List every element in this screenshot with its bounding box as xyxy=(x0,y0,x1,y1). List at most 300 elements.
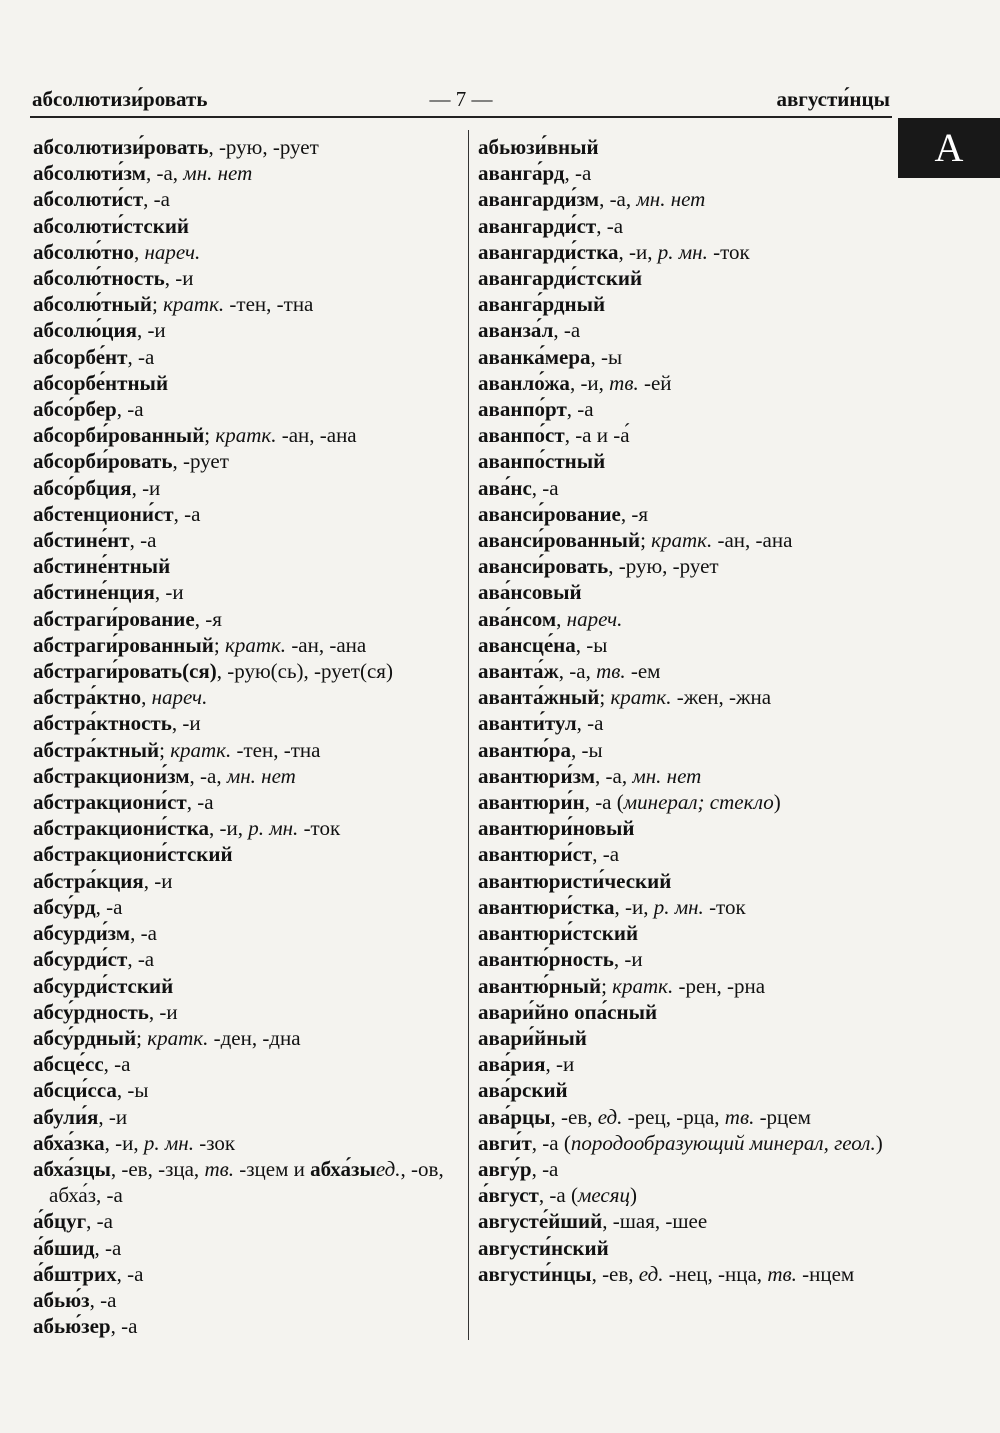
entry-note: р. мн. xyxy=(143,1130,194,1155)
entry-grammar: , -а xyxy=(129,528,157,553)
headword: авангарди́ст xyxy=(478,213,597,238)
dictionary-entry xyxy=(33,868,463,894)
entry-grammar: , -а, xyxy=(189,763,227,788)
entry-grammar: ) xyxy=(875,1130,883,1155)
headword: аванси́рованный xyxy=(478,528,641,553)
dictionary-entry xyxy=(33,265,463,291)
headword: абстраги́рованный xyxy=(33,632,214,657)
dictionary-entry xyxy=(478,396,893,422)
entry-grammar: , -а xyxy=(89,1287,117,1312)
headword: абстине́нция xyxy=(33,580,155,605)
entry-note: кратк. xyxy=(170,737,232,762)
headword: авантюри́зм xyxy=(478,763,596,788)
entry-grammar: , -а xyxy=(127,344,155,369)
headword: авантю́ра xyxy=(478,737,571,762)
dictionary-entry xyxy=(478,160,893,186)
dictionary-entry xyxy=(478,841,893,867)
entry-grammar: , -а xyxy=(186,790,214,815)
dictionary-entry xyxy=(478,1051,893,1077)
running-header xyxy=(30,84,892,114)
dictionary-entry xyxy=(478,317,893,343)
dictionary-entry xyxy=(33,475,463,501)
dictionary-entry xyxy=(478,737,893,763)
headword: абстраги́ровать(ся) xyxy=(33,659,217,684)
dictionary-entry xyxy=(33,239,463,265)
entry-grammar: , -а xyxy=(564,161,592,186)
entry-note: ед. xyxy=(375,1156,401,1181)
entry-grammar: , -ы xyxy=(116,1078,149,1103)
entry-grammar: -зцем и xyxy=(233,1156,311,1181)
entry-grammar: -ей xyxy=(638,370,672,395)
entry-grammar: , -а xyxy=(95,894,123,919)
dictionary-entry xyxy=(33,553,463,579)
headword: аванта́ж xyxy=(478,659,559,684)
dictionary-entry xyxy=(33,344,463,370)
headword: ава́нсом xyxy=(478,606,557,631)
dictionary-entry xyxy=(478,239,893,265)
entry-grammar: ; xyxy=(213,632,225,657)
entry-grammar: , -и xyxy=(148,999,178,1024)
entry-note: нареч. xyxy=(566,606,623,631)
entry-note: тв. xyxy=(204,1156,234,1181)
headword: абью́зер xyxy=(33,1314,111,1339)
dictionary-entry xyxy=(33,1261,463,1287)
dictionary-entry xyxy=(33,894,463,920)
headword: аванга́рдный xyxy=(478,292,606,317)
entry-grammar: , -и xyxy=(545,1052,575,1077)
entry-grammar: , -и xyxy=(171,711,201,736)
entry-grammar: -нцем xyxy=(796,1261,855,1286)
entry-grammar: , -а xyxy=(94,1235,122,1260)
headword: абсурди́зм xyxy=(33,921,131,946)
dictionary-entry xyxy=(478,710,893,736)
entry-note: кратк. xyxy=(225,632,287,657)
dictionary-entry xyxy=(33,291,463,317)
dictionary-entry xyxy=(33,1287,463,1313)
entry-grammar: , -рует xyxy=(172,449,229,474)
entry-grammar: , -а xyxy=(596,213,624,238)
entry-grammar: ; xyxy=(599,685,611,710)
entry-grammar: , -шая, -шее xyxy=(602,1209,708,1234)
entry-note: кратк. xyxy=(163,292,225,317)
dictionary-entry xyxy=(33,1313,463,1339)
entry-grammar: , -а xyxy=(116,1261,144,1286)
dictionary-entry xyxy=(478,632,893,658)
headword: аванза́л xyxy=(478,318,554,343)
dictionary-entry xyxy=(478,527,893,553)
entry-note: тв. xyxy=(724,1104,755,1129)
dictionary-entry xyxy=(478,265,893,291)
dictionary-entry xyxy=(33,763,463,789)
entry-grammar: , -а xyxy=(127,947,155,972)
entry-grammar: -нец, -нца, xyxy=(663,1261,768,1286)
headword: абсорбе́нт xyxy=(33,344,128,369)
dictionary-entry xyxy=(33,920,463,946)
dictionary-entry xyxy=(33,317,463,343)
dictionary-entry xyxy=(478,1130,893,1156)
headword: авангарди́стка xyxy=(478,239,619,264)
entry-grammar: , -а, xyxy=(595,763,633,788)
entry-grammar: , -и, xyxy=(614,894,654,919)
headword: абсу́рдный xyxy=(33,1025,137,1050)
entry-grammar: , -и xyxy=(136,318,166,343)
entry-grammar: , -а xyxy=(86,1209,113,1234)
headword: абстра́ктный xyxy=(33,737,160,762)
dictionary-entry xyxy=(33,658,463,684)
entry-note: р. мн. xyxy=(653,894,704,919)
entry-grammar: , -рую, -рует xyxy=(208,135,319,159)
dictionary-entry xyxy=(33,1051,463,1077)
entry-grammar: , -и xyxy=(613,947,643,972)
entry-grammar: , -а xyxy=(576,711,604,736)
dictionary-entry xyxy=(478,213,893,239)
dictionary-entry xyxy=(33,448,463,474)
headword: абстра́ктно xyxy=(33,685,142,710)
entry-grammar: , -а xyxy=(531,475,559,500)
header-rule xyxy=(30,116,892,118)
headword: авантюри́ст xyxy=(478,842,593,867)
right-column xyxy=(478,134,893,1287)
entry-grammar: , -ев, xyxy=(591,1261,639,1286)
entry-note: кратк. xyxy=(147,1025,209,1050)
headword: абсу́рд xyxy=(33,894,96,919)
entry-grammar: ) xyxy=(629,1183,637,1208)
entry-grammar: , -и xyxy=(164,266,194,291)
entry-grammar: -зок xyxy=(193,1130,236,1155)
dictionary-entry xyxy=(478,579,893,605)
entry-grammar: ; xyxy=(204,423,216,448)
entry-grammar: , -а xyxy=(553,318,581,343)
entry-grammar: ; xyxy=(159,737,171,762)
headword: абсорбе́нтный xyxy=(33,370,169,395)
entry-grammar: , -а, xyxy=(145,161,184,186)
entry-note: кратк. xyxy=(612,973,674,998)
headword: ава́рцы xyxy=(478,1104,551,1129)
headword: авантюри́н xyxy=(478,790,585,815)
entry-grammar: , -а xyxy=(130,921,157,946)
entry-grammar: , -рую, -рует xyxy=(608,554,719,579)
dictionary-entry xyxy=(478,1235,893,1261)
headword: абстине́нтный xyxy=(33,554,171,579)
dictionary-entry xyxy=(33,973,463,999)
entry-grammar: , -а ( xyxy=(531,1130,571,1155)
entry-note: тв. xyxy=(596,659,626,684)
entry-note: нареч. xyxy=(144,239,201,264)
entry-grammar: , -ев, xyxy=(550,1104,598,1129)
headword: авантю́рность xyxy=(478,947,614,972)
letter-thumb-tab: А xyxy=(898,118,1000,178)
entry-grammar: , -а, xyxy=(558,659,597,684)
headword: абха́зы xyxy=(310,1156,376,1181)
dictionary-entry xyxy=(33,1025,463,1051)
headword: августи́нский xyxy=(478,1235,609,1260)
headword: ава́нс xyxy=(478,475,532,500)
entry-grammar: , xyxy=(556,606,567,631)
dictionary-entry xyxy=(478,658,893,684)
headword: абсо́рбция xyxy=(33,475,132,500)
entry-grammar: , -ы xyxy=(590,344,623,369)
entry-grammar: , -а ( xyxy=(584,790,624,815)
dictionary-entry xyxy=(33,789,463,815)
entry-grammar: , -а, xyxy=(599,187,637,212)
entry-grammar: , xyxy=(141,685,152,710)
entry-grammar: , -и xyxy=(98,1104,128,1129)
dictionary-entry xyxy=(478,1104,893,1130)
headword: авантюри́новый xyxy=(478,816,635,841)
headword: аванга́рд xyxy=(478,161,565,186)
headword: абсолю́ция xyxy=(33,318,137,343)
headword: аванка́мера xyxy=(478,344,591,369)
headword: авантюри́стка xyxy=(478,894,615,919)
entry-grammar: -ток xyxy=(707,239,750,264)
headword: аванти́тул xyxy=(478,711,577,736)
dictionary-entry xyxy=(33,370,463,396)
entry-grammar: -ан, -ана xyxy=(276,423,357,448)
entry-grammar: -рец, -рца, xyxy=(622,1104,725,1129)
headword: аванпо́рт xyxy=(478,397,567,422)
headword: ава́нсовый xyxy=(478,580,582,605)
entry-note: р. мн. xyxy=(248,816,299,841)
headword: а́вгуст xyxy=(478,1183,539,1208)
entry-grammar: -ем xyxy=(625,659,661,684)
headword: абсолюти́ст xyxy=(33,187,144,212)
headword: августе́йший xyxy=(478,1209,603,1234)
headword: авари́йный xyxy=(478,1025,587,1050)
entry-note: мн. нет xyxy=(636,187,706,212)
dictionary-entry xyxy=(33,632,463,658)
dictionary-entry xyxy=(478,186,893,212)
entry-grammar: , -рую(сь), -рует(ся) xyxy=(216,659,393,684)
entry-grammar: , -ы xyxy=(570,737,603,762)
headword: абха́зцы xyxy=(33,1156,111,1181)
dictionary-entry xyxy=(33,999,463,1025)
entry-grammar: -жен, -жна xyxy=(671,685,772,710)
dictionary-entry xyxy=(33,710,463,736)
entry-grammar: , -я xyxy=(620,501,649,526)
headword: абсолю́тный xyxy=(33,292,153,317)
headword: авги́т xyxy=(478,1130,532,1155)
entry-grammar: абха́з, -а xyxy=(49,1183,123,1208)
entry-grammar: , -ов, xyxy=(400,1156,444,1181)
headword: абстракциони́ст xyxy=(33,790,187,815)
entry-note: мн. нет xyxy=(183,161,253,186)
headword: авари́йно опа́сный xyxy=(478,999,658,1024)
headword: абсолюти́зм xyxy=(33,161,146,186)
entry-note: кратк. xyxy=(651,528,713,553)
headword: авантюристи́ческий xyxy=(478,868,672,893)
dictionary-entry xyxy=(478,134,893,160)
dictionary-entry xyxy=(33,1208,463,1234)
headword: аванпо́ст xyxy=(478,423,565,448)
headword: абсу́рдность xyxy=(33,999,149,1024)
page-number: — 7 — xyxy=(429,87,493,111)
dictionary-entry xyxy=(478,606,893,632)
headword: абсолю́тность xyxy=(33,266,165,291)
left-column xyxy=(33,134,463,1339)
dictionary-entry xyxy=(478,1208,893,1234)
dictionary-entry xyxy=(478,553,893,579)
headword: а́бцуг xyxy=(33,1209,87,1234)
dictionary-entry xyxy=(33,815,463,841)
entry-grammar: ; xyxy=(601,973,613,998)
headword: абсо́рбер xyxy=(33,397,117,422)
entry-grammar: , -а xyxy=(566,397,594,422)
entry-grammar: -ан, -ана xyxy=(712,528,793,553)
headword: абстра́кция xyxy=(33,868,144,893)
dictionary-entry xyxy=(478,422,893,448)
dictionary-entry xyxy=(478,1077,893,1103)
dictionary-entry xyxy=(33,396,463,422)
headword: авантюри́стский xyxy=(478,921,639,946)
dictionary-entry xyxy=(33,606,463,632)
dictionary-entry xyxy=(33,1130,463,1156)
entry-grammar: -ан, -ана xyxy=(286,632,367,657)
dictionary-entry xyxy=(33,422,463,448)
dictionary-entry xyxy=(33,946,463,972)
headword: абстракциони́зм xyxy=(33,763,190,788)
entry-grammar: , -а и -а́ xyxy=(564,423,630,448)
headword: абстра́ктность xyxy=(33,711,172,736)
dictionary-entry xyxy=(478,448,893,474)
entry-grammar: -ток xyxy=(703,894,746,919)
entry-grammar: , -и, xyxy=(618,239,658,264)
dictionary-entry xyxy=(33,579,463,605)
headword: авангарди́стский xyxy=(478,266,643,291)
entry-grammar: , -а xyxy=(143,187,170,212)
dictionary-entry xyxy=(478,920,893,946)
entry-grammar: ; xyxy=(152,292,164,317)
dictionary-entry xyxy=(478,1156,893,1182)
entry-note: породообразующий минерал, геол. xyxy=(570,1130,876,1155)
entry-grammar: , -а xyxy=(173,501,201,526)
dictionary-entry xyxy=(478,291,893,317)
entry-note: месяц xyxy=(577,1183,630,1208)
entry-note: тв. xyxy=(609,370,639,395)
dictionary-entry xyxy=(33,213,463,239)
headword: абсорби́ровать xyxy=(33,449,173,474)
dictionary-entry xyxy=(478,973,893,999)
headword: абстенциони́ст xyxy=(33,501,174,526)
entry-note: минерал; стекло xyxy=(623,790,774,815)
dictionary-entry xyxy=(33,1104,463,1130)
dictionary-entry xyxy=(478,684,893,710)
dictionary-entry xyxy=(478,344,893,370)
headword: абсолюти́стский xyxy=(33,213,190,238)
headword: аванло́жа xyxy=(478,370,570,395)
dictionary-entry xyxy=(478,370,893,396)
entry-grammar: , -и xyxy=(154,580,184,605)
dictionary-entry xyxy=(33,134,463,160)
headword: абьюзи́вный xyxy=(478,135,599,159)
headword: ава́рский xyxy=(478,1078,568,1103)
entry-grammar: -тен, -тна xyxy=(224,292,314,317)
headword: абсурди́стский xyxy=(33,973,174,998)
dictionary-entry xyxy=(478,1025,893,1051)
dictionary-entry xyxy=(478,789,893,815)
entry-grammar: , -и, xyxy=(104,1130,144,1155)
headword: авангарди́зм xyxy=(478,187,600,212)
headword: авантю́рный xyxy=(478,973,602,998)
headword: абстракциони́стский xyxy=(33,842,233,867)
headword: абью́з xyxy=(33,1287,90,1312)
dictionary-entry xyxy=(478,1182,893,1208)
headword: абстракциони́стка xyxy=(33,816,209,841)
dictionary-entry xyxy=(478,501,893,527)
dictionary-entry xyxy=(33,1235,463,1261)
entry-grammar: -рцем xyxy=(754,1104,811,1129)
headword: аванта́жный xyxy=(478,685,600,710)
entry-note: нареч. xyxy=(151,685,208,710)
dictionary-entry xyxy=(478,475,893,501)
entry-grammar: ; xyxy=(640,528,652,553)
headword: абстраги́рование xyxy=(33,606,195,631)
entry-grammar: , -а xyxy=(116,397,144,422)
dictionary-entry xyxy=(33,160,463,186)
dictionary-entry xyxy=(478,763,893,789)
entry-grammar: -тен, -тна xyxy=(231,737,321,762)
entry-grammar: -ден, -дна xyxy=(208,1025,301,1050)
headword: абстине́нт xyxy=(33,528,130,553)
entry-grammar: , -и, xyxy=(569,370,610,395)
entry-grammar: , -ы xyxy=(575,632,608,657)
entry-grammar: , -а xyxy=(592,842,620,867)
dictionary-entry xyxy=(478,894,893,920)
entry-grammar: , -я xyxy=(194,606,222,631)
headword: аванси́ровать xyxy=(478,554,609,579)
dictionary-entry xyxy=(478,946,893,972)
dictionary-entry xyxy=(33,1156,463,1208)
headword: авгу́р xyxy=(478,1156,532,1181)
dictionary-entry xyxy=(478,1261,893,1287)
dictionary-entry xyxy=(478,999,893,1025)
dictionary-entry xyxy=(33,737,463,763)
headword: абсолютизи́ровать xyxy=(33,135,209,159)
entry-note: кратк. xyxy=(610,685,672,710)
entry-note: тв. xyxy=(767,1261,797,1286)
headword: а́бштрих xyxy=(33,1261,117,1286)
headword: абсорби́рованный xyxy=(33,423,205,448)
entry-note: мн. нет xyxy=(226,763,296,788)
header-first-word: абсолютизи́ровать xyxy=(32,87,208,111)
entry-grammar: , -ев, -зца, xyxy=(110,1156,205,1181)
headword: ава́рия xyxy=(478,1052,546,1077)
headword: а́бшид xyxy=(33,1235,95,1260)
dictionary-entry xyxy=(33,684,463,710)
dictionary-entry xyxy=(33,501,463,527)
headword: абсолю́тно xyxy=(33,239,135,264)
entry-grammar: , -и, xyxy=(209,816,249,841)
headword: аванси́рование xyxy=(478,501,621,526)
entry-grammar: , -а ( xyxy=(538,1183,578,1208)
headword: абсурди́ст xyxy=(33,947,128,972)
headword: абули́я xyxy=(33,1104,99,1129)
header-last-word: августи́нцы xyxy=(776,87,890,111)
entry-note: р. мн. xyxy=(657,239,708,264)
headword: абсце́сс xyxy=(33,1052,104,1077)
dictionary-entry xyxy=(33,1077,463,1103)
headword: аванпо́стный xyxy=(478,449,606,474)
entry-grammar: , -и xyxy=(131,475,161,500)
entry-grammar: , -и xyxy=(143,868,173,893)
headword: абсци́сса xyxy=(33,1078,117,1103)
dictionary-entry xyxy=(478,868,893,894)
entry-grammar: ) xyxy=(773,790,781,815)
entry-note: ед. xyxy=(597,1104,623,1129)
entry-note: ед. xyxy=(638,1261,664,1286)
dictionary-entry xyxy=(33,186,463,212)
entry-grammar: -ток xyxy=(298,816,341,841)
entry-grammar: , -а xyxy=(110,1314,138,1339)
